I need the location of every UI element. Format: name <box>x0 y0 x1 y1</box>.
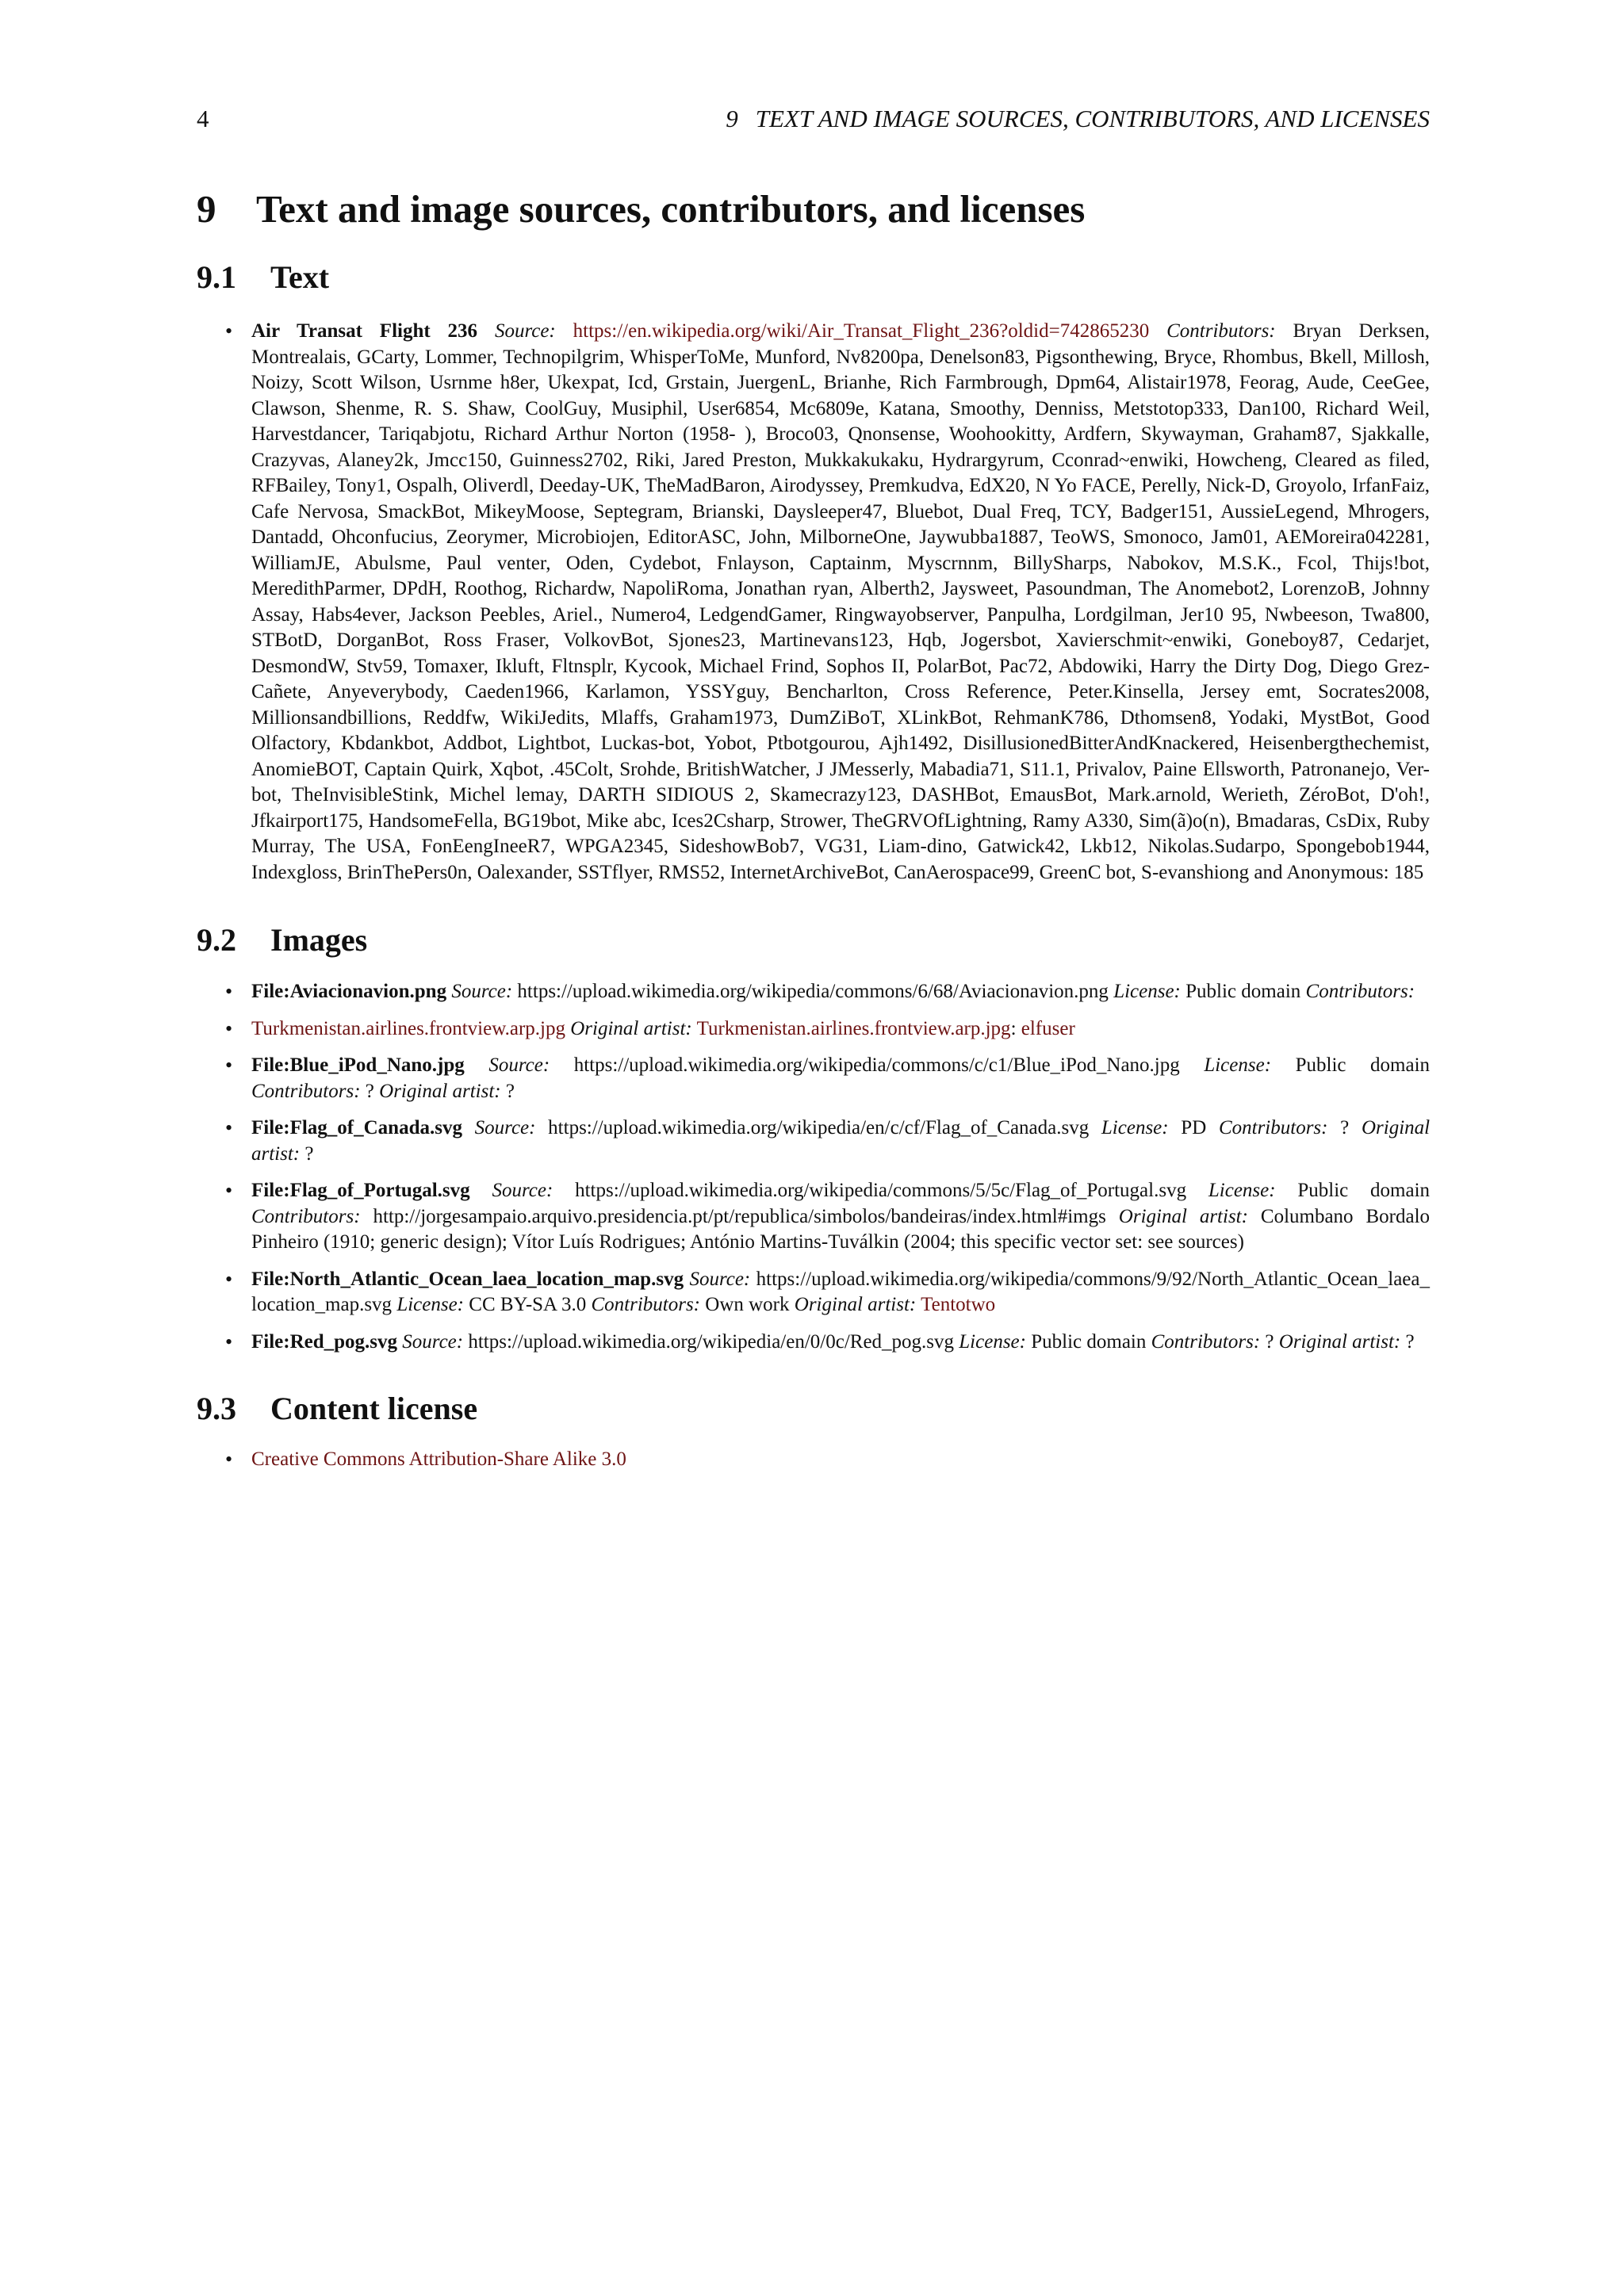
source-url: https://upload.wikimedia.org/wikipedia/en/0/0c/Red_pog.svg <box>468 1330 955 1353</box>
artist-label: Original artist: <box>570 1017 692 1039</box>
license-label: License: <box>1208 1180 1276 1201</box>
license-value: CC BY-SA 3.0 <box>469 1294 587 1315</box>
contributors-label: Contributors: <box>1218 1117 1328 1138</box>
source-label: Source: <box>492 1180 553 1201</box>
contributors-label: Contributors: <box>251 1205 361 1227</box>
license-label: License: <box>396 1294 465 1315</box>
section-heading <box>197 181 1430 238</box>
subsection-number: 9.2 <box>197 922 236 958</box>
source-url: https://upload.wikimedia.org/wikipedia/en/c/cf/Flag_of_Canada.svg <box>548 1117 1090 1138</box>
license-value: PD <box>1181 1117 1207 1138</box>
image-sources-list <box>197 979 1430 1355</box>
subsection-title: Content license <box>270 1391 478 1426</box>
contributors-value: ? <box>1340 1117 1350 1138</box>
file-name: File:Blue_iPod_Nano.jpg <box>251 1054 465 1076</box>
artist-label: Original artist: <box>794 1294 917 1315</box>
file-name: File:Flag_of_Canada.svg <box>251 1117 462 1138</box>
source-label: Source: <box>689 1268 751 1290</box>
list-item <box>197 979 1430 1005</box>
subsection-heading-license <box>197 1387 1430 1431</box>
subsection-number: 9.3 <box>197 1391 236 1426</box>
license-label: License: <box>1101 1117 1169 1138</box>
artist-label: Original artist: <box>379 1080 501 1102</box>
artist-value: ? <box>505 1080 515 1102</box>
text-sources-list <box>197 319 1430 886</box>
license-value: Public domain <box>1185 981 1301 1002</box>
license-list <box>197 1447 1430 1473</box>
file-name: File:Aviacionavion.png <box>251 981 447 1002</box>
license-value: Public domain <box>1031 1330 1147 1353</box>
contributors-list: Bryan Derksen, Montrealais, GCarty, Lommer, Technopilgrim, WhisperToMe, Munford, Nv8200pa, Denelson83, Pigsonthewing, Bryce, Rhombus, Bkell, Millosh, Noizy, Scott Wilson, Usrnme h8er, Ukexpat, Icd, Grstain, JuergenL, Brianhe, Rich Farmbrough, Dpm64, Alistair1978, Feorag, Aude, CeeGee, Clawson, Shenme, R. S. Shaw, CoolGuy, Musiphil, User6854, Mc6809e, Katana, Smoothy, Denniss, Metstotop333, Dan100, Richard Weil, Harvestdancer, Tariqabjotu, Richard Arthur Norton (1958- ), Broco03, Qnonsense, Woohookitty, Ardfern, Skywayman, Graham87, Sjakkalle, Crazyvas, Alaney2k, Jmcc150, Guinness2702, Riki, Jared Preston, Mukkakukaku, Hydrargyrum, Cconrad~enwiki, Howcheng, Cleared as filed, RFBailey, Tony1, Ospalh, Oliverdl, Deeday-UK, TheMadBaron, Airodyssey, Premkudva, EdX20, N Yo FACE, Perelly, Nick-D, Groyolo, IrfanFaiz, Cafe Nervosa, SmackBot, MikeyMoose, Septegram, Brianski, Daysleeper47, Bluebot, Dual Freq, TCY, Badger151, AussieLegend, Mhrogers, Dantadd, Ohconfucius, Zeorymer, Microbiojen, EditorASC, John, MilborneOne, Jaywubba1887, TeoWS, Smonoco, Jam01, AEMoreira042281, WilliamJE, Abulsme, Paul venter, Oden, Cydebot, Fnlayson, Captainm, Myscrnnm, BillySharps, Nabokov, M.S.K., Fcol, Thijs!bot, MeredithParmer, DPdH, Roothog, Richardw, NapoliRoma, Jonathan ryan, Alberth2, Jaysweet, Pasoundman, The Anomebot2, LorenzoB, Johnny Assay, Habs4ever, Jackson Peebles, Ariel., Numero4, LedgendGamer, Ringwayobserver, Panpulha, Lordgilman, Jer10 95, Nwbeeson, Twa800, STBotD, DorganBot, Ross Fraser, VolkovBot, Sjones23, Martinevans123, Hqb, Jogersbot, Xavierschmit~enwiki, Goneboy87, Cedarjet, DesmondW, Stv59, Tomaxer, Ikluft, Fltnsplr, Kycook, Michael Frind, Sophos II, PolarBot, Pac72, Abdowiki, Harry the Dirty Dog, Diego Grez-Cañete, Anyeverybody, Caeden1966, Karlamon, YSSYguy, Bencharlton, Cross Reference, Peter.Kinsella, Jersey emt, Socrates2008, Millionsandbillions, Reddfw, WikiJedits, Mlaffs, Graham1973, DumZiBoT, XLinkBot, RehmanK786, Dthomsen8, Yodaki, MystBot, Good Olfactory, Kbdankbot, Addbot, Lightbot, Luckas-bot, Yobot, Ptbotgourou, Ajh1492, DisillusionedBitterAndKnackered, Heisenbergthechemist, AnomieBOT, Captain Quirk, Xqbot, .45Colt, Srohde, BritishWatcher, J JMesserly, Mabadia71, S11.1, Privalov, Paine Ellsworth, Patronanejo, Ver-bot, TheInvisibleStink, Michel lemay, DARTH SIDIOUS 2, Skamecrazy123, DASHBot, EmausBot, Mark.arnold, Werieth, ZéroBot, D'oh!, Jfkairport175, HandsomeFella, BG19bot, Mike abc, Ices2Csharp, Strower, TheGRVOfLightning, Ramy A330, Sim(ã)o(n), Bmadaras, CsDix, Ruby Murray, The USA, FonEengIneeR7, WPGA2345, SideshowBob7, VG31, Liam-dino, Gatwick42, Lkb12, Nikolas.Sudarpo, Spongebob1944, Indexgloss, BrinThePers0n, Oalexander, SSTflyer, RMS52, InternetArchiveBot, CanAerospace99, GreenC bot, S-evanshiong and Anonymous: 185 <box>251 320 1431 883</box>
list-item <box>197 1016 1430 1043</box>
artist-separator: : <box>1010 1017 1017 1039</box>
main-content <box>197 181 1430 1484</box>
artist-label: Original artist: <box>251 1117 1431 1165</box>
file-name: File:Red_pog.svg <box>251 1330 398 1353</box>
subsection-number: 9.1 <box>197 259 236 295</box>
license-value: Public domain <box>1295 1054 1431 1076</box>
contributors-label: Contributors: <box>591 1294 701 1315</box>
source-label: Source: <box>494 320 556 342</box>
artist-link[interactable]: Tentotwo <box>921 1294 996 1315</box>
artist-value: ? <box>304 1142 314 1165</box>
source-label: Source: <box>488 1054 550 1076</box>
list-item <box>197 319 1430 886</box>
file-link[interactable]: Turkmenistan.airlines.frontview.arp.jpg <box>251 1017 565 1039</box>
contributors-value: Own work <box>705 1294 790 1315</box>
file-name: File:Flag_of_Portugal.svg <box>251 1180 470 1201</box>
artist-user-link[interactable]: elfuser <box>1021 1017 1075 1039</box>
list-item <box>197 1178 1430 1256</box>
list-item <box>197 1053 1430 1104</box>
contributors-label: Contributors: <box>1305 981 1415 1002</box>
source-url: https://upload.wikimedia.org/wikipedia/commons/6/68/Aviacionavion.png <box>517 981 1109 1002</box>
contributors-value: ? <box>365 1080 374 1102</box>
list-item <box>197 1115 1430 1167</box>
subsection-heading-images <box>197 918 1430 962</box>
license-value: Public domain <box>1297 1180 1431 1201</box>
contributors-value: ? <box>1265 1330 1274 1353</box>
section-title: Text and image sources, contributors, and licenses <box>256 187 1086 231</box>
contributors-label: Contributors: <box>1166 320 1276 342</box>
license-link[interactable]: Creative Commons Attribution-Share Alike 3.0 <box>251 1448 626 1470</box>
source-label: Source: <box>451 981 513 1002</box>
artist-label: Original artist: <box>1118 1205 1248 1227</box>
contributors-url: http://jorgesampaio.arquivo.presidencia.pt/pt/republica/simbolos/bandeiras/index.html#imgs <box>373 1205 1106 1227</box>
running-title <box>726 101 1430 136</box>
contributors-label: Contributors: <box>1151 1330 1261 1353</box>
artist-label: Original artist: <box>1278 1330 1401 1353</box>
source-url: https://upload.wikimedia.org/wikipedia/commons/c/c1/Blue_iPod_Nano.jpg <box>573 1054 1180 1076</box>
license-label: License: <box>959 1330 1026 1353</box>
license-label: License: <box>1204 1054 1272 1076</box>
artist-value: Columbano Bordalo Pinheiro (1910; generic design); Vítor Luís Rodrigues; António Martins-Tuválkin (2004; this specific vector set: see sources) <box>251 1205 1431 1253</box>
page-number: 4 <box>197 105 209 132</box>
subsection-heading-text <box>197 255 1430 300</box>
subsection-title: Images <box>270 922 368 958</box>
list-item <box>197 1267 1430 1318</box>
entry-title: Air Transat Flight 236 <box>251 320 478 342</box>
source-link[interactable]: https://en.wikipedia.org/wiki/Air_Transat_Flight_236?oldid=742865230 <box>573 320 1150 342</box>
license-label: License: <box>1113 981 1181 1002</box>
running-section-number: 9 <box>726 105 738 132</box>
source-label: Source: <box>474 1117 536 1138</box>
section-number: 9 <box>197 187 216 231</box>
running-header <box>197 101 1430 136</box>
subsection-title: Text <box>270 259 330 295</box>
source-url: https://upload.wikimedia.org/wikipedia/commons/9/92/North_Atlantic_Ocean_laea_location_map.svg <box>251 1268 1430 1315</box>
running-section-title: TEXT AND IMAGE SOURCES, CONTRIBUTORS, AND LICENSES <box>755 105 1430 132</box>
source-label: Source: <box>402 1330 464 1353</box>
artist-file-link[interactable]: Turkmenistan.airlines.frontview.arp.jpg <box>696 1017 1011 1039</box>
list-item <box>197 1447 1430 1473</box>
contributors-label: Contributors: <box>251 1080 361 1102</box>
file-name: File:North_Atlantic_Ocean_laea_location_map.svg <box>251 1268 684 1290</box>
source-url: https://upload.wikimedia.org/wikipedia/commons/5/5c/Flag_of_Portugal.svg <box>575 1180 1187 1201</box>
artist-value: ? <box>1405 1330 1415 1353</box>
list-item <box>197 1330 1430 1356</box>
